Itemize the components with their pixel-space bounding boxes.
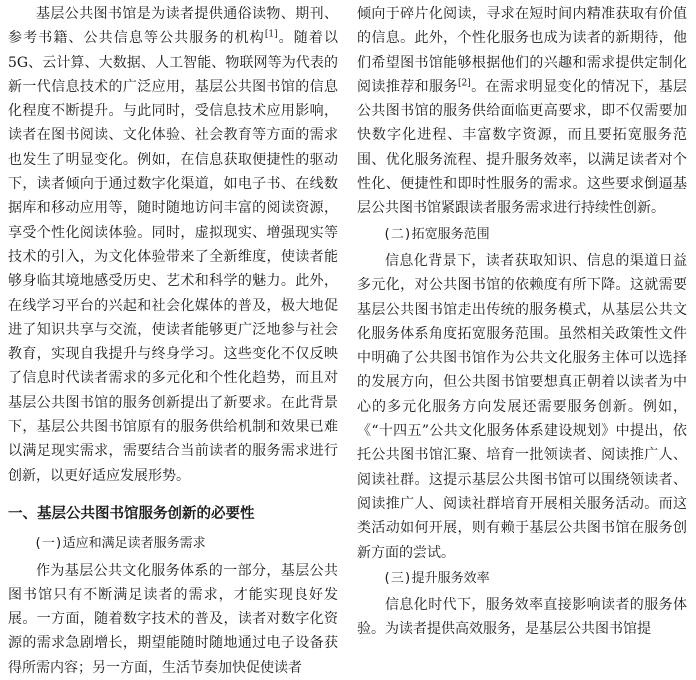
intro-paragraph: [8, 2, 338, 488]
intro-text-a: 基层公共图书馆是为读者提供通俗读物、期刊、参考书籍、公共信息等公共服务的机构: [8, 6, 338, 47]
body-paragraph-5: 信息化时代下，服务效率直接影响读者的服务体验。为读者提供高效服务，是基层公共图书馆提: [357, 597, 687, 638]
subsection-heading-1-3: (三)提升服务效率: [383, 570, 490, 586]
citation-2: [2]: [457, 78, 471, 89]
left-column: [8, 2, 338, 680]
body-paragraph-2: 作为基层公共文化服务体系的一部分，基层公共图书馆只有不断满足读者的需求，才能实现良好发展。一方面，随着数字技术的普及，读者对数字化资源的需求急剧增长，期望能随时随地通过电子设备获得所需内容；另一方面，生活节奏加快促使读者: [8, 562, 338, 676]
para3-text-b: 。在需求明显变化的情况下，基层公共图书馆的服务供给面临更高要求，即不仅需要加快数字化进程、丰富数字资源，而且要拓宽服务范围、优化服务流程、提升服务效率，以满足读者对个性化、便捷性和即时性服务的需求。这些要求倒逼基层公共图书馆紧跟读者服务需求进行持续性创新。: [357, 78, 688, 217]
right-column: [357, 2, 687, 642]
intro-text-b: 。随着以5G、云计算、大数据、人工智能、物联网等为代表的新一代信息技术的广泛应用，基层公共图书馆的信息化程度不断提升。与此同时，受信息技术应用影响，读者在图书阅读、文化体验、社会教育等方面的需求也发生了明显变化。例如，在信息获取便捷性的驱动下，读者倾向于通过数字化渠道，如电子书、在线数据库和移动应用等，随时随地访问丰富的阅读资源，享受个性化阅读体验。同时，虚拟现实、增强现实等技术的引入，为文化体验带来了全新维度，使读者能够身临其境地感受历史、艺术和科学的魅力。此外，在线学习平台的兴起和社会化媒体的普及，极大地促进了知识共享与交流，使读者能够更广泛地参与社会教育，实现自我提升与终身学习。这些变化不仅反映了信息时代读者需求的多元化和个性化趋势，而且对基层公共图书馆的服务创新提出了新要求。在此背景下，基层公共图书馆原有的服务供给机制和效果已难以满足现实需求，需要结合当前读者的服务需求进行创新，以更好适应发展形势。: [8, 30, 339, 484]
para3-text-a: 倾向于碎片化阅读，寻求在短时间内精准获取有价值的信息。此外，个性化服务也成为读者的新期待，他们希望图书馆能够根据他们的兴趣和需求提供定制化阅读推荐和服务: [357, 6, 687, 95]
section-heading-1: 一、基层公共图书馆服务创新的必要性: [8, 505, 255, 522]
body-paragraph-4: 信息化背景下，读者获取知识、信息的渠道日益多元化，对公共图书馆的依赖度有所下降。这就需要基层公共图书馆走出传统的服务模式，从基层公共文化服务体系角度拓宽服务范围。虽然相关政策性文件中明确了公共图书馆作为公共文化服务主体可以选择的发展方向，但公共图书馆要想真正朝着以读者为中心的多元化服务方向发展还需要服务创新。例如，《“十四五”公共文化服务体系建设规划》中提出，依托公共图书馆汇聚、培育一批领读者、阅读推广人、阅读社群。这提示基层公共图书馆可以围绕领读者、阅读推广人、阅读社群培育开展相关服务活动。而这类活动如何开展，则有赖于基层公共图书馆在服务创新方面的尝试。: [357, 252, 687, 561]
citation-1: [1]: [264, 29, 278, 40]
subsection-heading-1-2: (二)拓宽服务范围: [383, 226, 490, 242]
subsection-heading-1-1: (一)适应和满足读者服务需求: [34, 536, 206, 552]
body-paragraph-3: [357, 2, 687, 221]
